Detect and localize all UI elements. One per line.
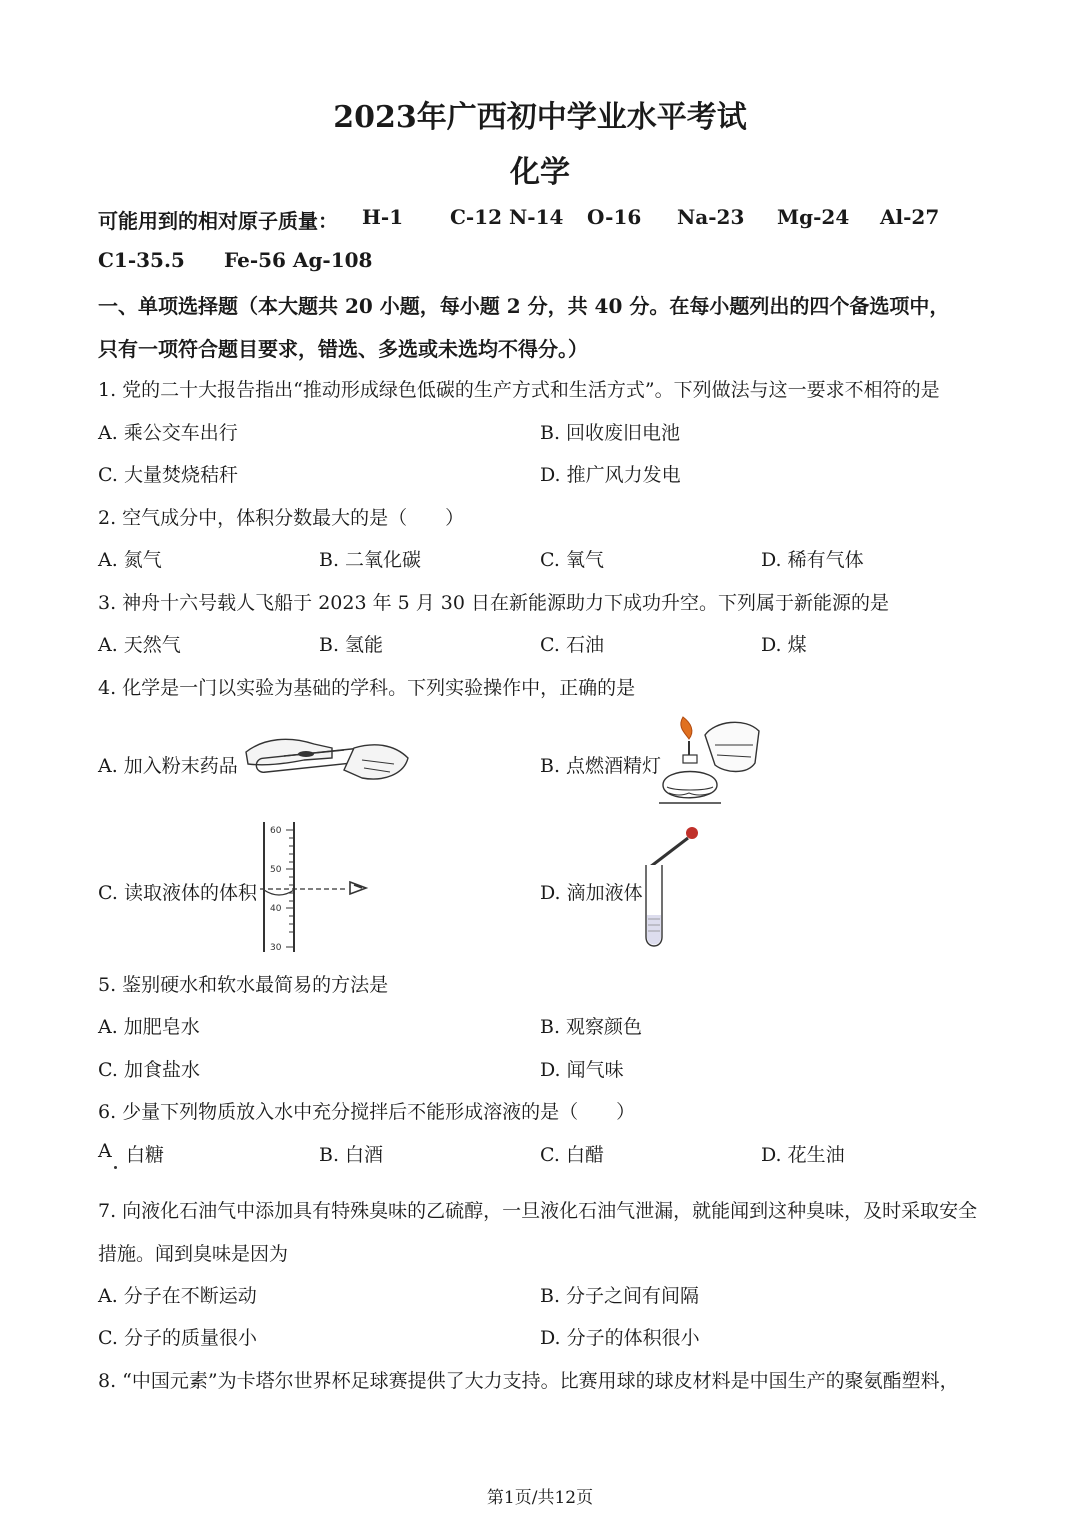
question-stem: 2. 空气成分中，体积分数最大的是（ ）: [98, 507, 465, 529]
graduated-cylinder-illustration: [258, 820, 378, 955]
option: D. 稀有气体: [761, 549, 864, 571]
section-heading-cont: 只有一项符合题目要求，错选、多选或未选均不得分。）: [98, 337, 588, 361]
alcohol-lamp-illustration: [655, 715, 765, 810]
option: D. 分子的体积很小: [540, 1327, 700, 1349]
atomic-mass-item: C-12 N-14: [450, 205, 564, 229]
option: A. 加肥皂水: [98, 1016, 200, 1038]
question-stem: 3. 神舟十六号载人飞船于 2023 年 5 月 30 日在新能源助力下成功升空。下列属于新能源的是: [98, 592, 890, 614]
dropper-illustration: [640, 825, 700, 950]
atomic-mass-item: O-16: [587, 205, 642, 229]
option: B. 二氧化碳: [319, 549, 422, 571]
option: A. 乘公交车出行: [98, 422, 238, 444]
option: 白糖: [126, 1144, 165, 1166]
option: D. 推广风力发电: [540, 464, 681, 486]
atomic-mass-item: C1-35.5: [98, 248, 185, 272]
option: A. 氮气: [98, 549, 162, 571]
question-stem: 8. “中国元素”为卡塔尔世界杯足球赛提供了大力支持。比赛用球的球皮材料是中国生产的聚氨酯塑料，: [98, 1370, 959, 1392]
atomic-mass-item: Mg-24: [777, 205, 850, 229]
option: C. 分子的质量很小: [98, 1327, 257, 1349]
cylinder-tick-label: 40: [270, 904, 282, 914]
question-stem-cont: 措施。闻到臭味是因为: [98, 1243, 289, 1265]
stray-dot: [114, 1166, 117, 1169]
option: C. 读取液体的体积: [98, 882, 257, 904]
question-stem: 5. 鉴别硬水和软水最简易的方法是: [98, 974, 389, 996]
subject-title: 化学: [510, 155, 570, 190]
option: D. 花生油: [761, 1144, 845, 1166]
atomic-mass-item: H-1: [362, 205, 404, 229]
atomic-mass-item: Na-23: [677, 205, 745, 229]
question-stem: 7. 向液化石油气中添加具有特殊臭味的乙硫醇，一旦液化石油气泄漏，就能闻到这种臭味，及时采取安全: [98, 1200, 978, 1222]
question-stem: 4. 化学是一门以实验为基础的学科。下列实验操作中，正确的是: [98, 677, 636, 699]
option: B. 分子之间有间隔: [540, 1285, 700, 1307]
atomic-mass-item: Fe-56 Ag-108: [224, 248, 373, 272]
cylinder-tick-label: 50: [270, 865, 282, 875]
option-letter: A: [98, 1140, 112, 1162]
option: A. 加入粉末药品: [98, 755, 238, 777]
exam-title: 2023年广西初中学业水平考试: [333, 100, 747, 135]
page-number: 第1页/共12页: [486, 1488, 594, 1508]
section-heading: 一、单项选择题（本大题共 20 小题，每小题 2 分，共 40 分。在每小题列出的四个备选项中，: [98, 294, 950, 318]
cylinder-tick-label: 60: [270, 826, 282, 836]
option: B. 氢能: [319, 634, 384, 656]
question-stem: 6. 少量下列物质放入水中充分搅拌后不能形成溶液的是（ ）: [98, 1101, 636, 1123]
option: C. 加食盐水: [98, 1059, 200, 1081]
option: B. 回收废旧电池: [540, 422, 681, 444]
option: B. 点燃酒精灯: [540, 755, 662, 777]
option: D. 滴加液体: [540, 882, 643, 904]
atomic-masses-label: 可能用到的相对原子质量：: [98, 209, 338, 233]
atomic-mass-item: Al-27: [880, 205, 940, 229]
option: D. 煤: [761, 634, 807, 656]
option: C. 白醋: [540, 1144, 604, 1166]
cylinder-tick-label: 30: [270, 943, 282, 953]
option: A. 分子在不断运动: [98, 1285, 257, 1307]
option: C. 石油: [540, 634, 604, 656]
option: C. 大量焚烧秸秆: [98, 464, 238, 486]
question-stem: 1. 党的二十大报告指出“推动形成绿色低碳的生产方式和生活方式”。下列做法与这一要求不相符的是: [98, 379, 940, 401]
option: D. 闻气味: [540, 1059, 624, 1081]
option: C. 氧气: [540, 549, 604, 571]
option: A. 天然气: [98, 634, 181, 656]
option: B. 白酒: [319, 1144, 384, 1166]
option: B. 观察颜色: [540, 1016, 643, 1038]
powder-adding-illustration: [244, 730, 414, 790]
